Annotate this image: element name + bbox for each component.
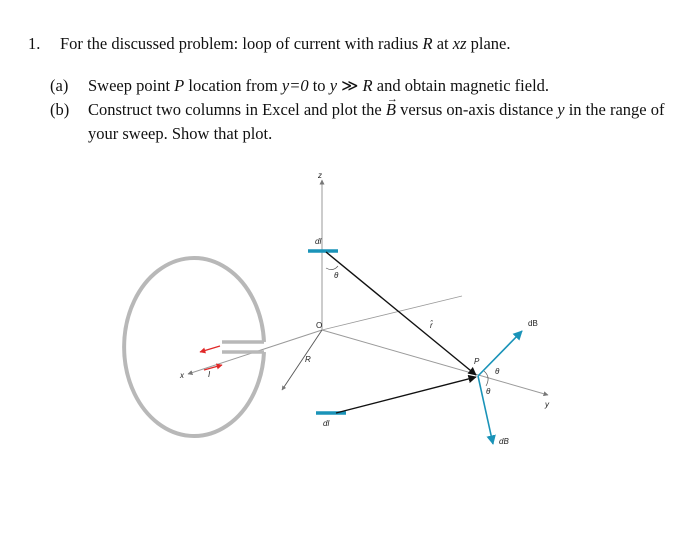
dl-bottom-label: dl <box>323 419 330 428</box>
z-label: z <box>318 171 322 180</box>
problem-stem: For the discussed problem: loop of current with radius R at xz plane. <box>60 34 511 53</box>
db-vector-top <box>478 331 522 376</box>
x-label: x <box>180 371 184 380</box>
y-label: y <box>545 400 549 409</box>
theta-arc-top <box>326 266 338 270</box>
b-vector: → B <box>386 98 396 122</box>
radius-label: R <box>305 355 311 364</box>
point-p-label: P <box>474 357 480 366</box>
theta-arc-p <box>484 371 488 386</box>
problem-number: 1. <box>28 34 41 53</box>
r-hat-label: r̂ <box>430 321 433 330</box>
db-top-label: dB <box>528 319 538 328</box>
theta-p1-label: θ <box>495 367 500 376</box>
r-line-top <box>326 252 476 375</box>
plane-guide <box>322 296 462 330</box>
current-label: I <box>208 370 211 379</box>
theta-top-label: θ <box>334 271 339 280</box>
r-line-bottom <box>336 377 476 413</box>
current-arrow-out <box>200 346 220 352</box>
radius-arrow <box>282 330 322 390</box>
theta-p2-label: θ <box>486 387 491 396</box>
db-bottom-label: dB <box>499 437 509 446</box>
part-a: (a) Sweep point P location from y=0 to y ≫ R and obtain magnetic field. <box>50 74 670 98</box>
current-loop <box>124 258 264 436</box>
part-b: (b) Construct two columns in Excel and plot the → B versus on-axis distance y in the range of your sweep. Show that plot. <box>50 98 670 146</box>
dl-top-label: dl <box>315 237 322 246</box>
origin-label: O <box>316 321 323 330</box>
part-b-label: (b) <box>50 100 70 119</box>
part-a-label: (a) <box>50 76 69 95</box>
